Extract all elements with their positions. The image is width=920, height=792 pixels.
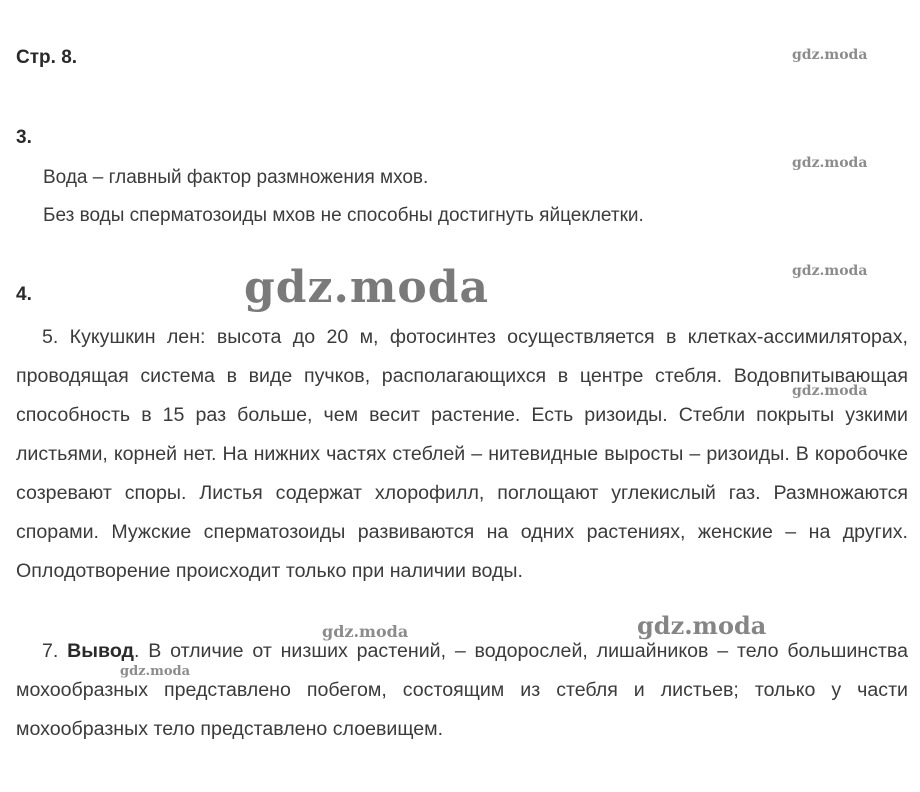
task-7-label: Вывод <box>67 640 134 662</box>
task-7-text: . В отличие от низших растений, – водорослей, лишайников – тело большинства мохообразных представлено побегом, состоящим из стебля и листьев; только у части мохообразных тело представлено слоевищем. <box>16 640 908 740</box>
task-3-number: 3. <box>16 127 32 148</box>
watermark-large: gdz.moda <box>244 262 490 313</box>
watermark: gdz.moda <box>792 383 868 399</box>
page-heading: Стр. 8. <box>16 47 78 68</box>
watermark: gdz.moda <box>792 155 868 171</box>
task-3-line-2: Без воды сперматозоиды мхов не способны достигнуть яйцеклетки. <box>43 205 644 226</box>
task-7-number: 7. <box>42 640 59 662</box>
watermark-medium: gdz.moda <box>637 611 767 640</box>
task-7-paragraph <box>16 632 908 749</box>
task-3-line-1: Вода – главный фактор размножения мхов. <box>43 167 429 188</box>
watermark: gdz.moda <box>792 47 868 63</box>
watermark: gdz.moda <box>120 664 191 679</box>
watermark: gdz.moda <box>322 622 409 641</box>
task-5-text: 5. Кукушкин лен: высота до 20 м, фотосинтез осуществляется в клетках-ассимиляторах, проводящая система в виде пучков, располагающихся в центре стебля. Водовпитывающая способность в 15 раз больше, чем весит растение. Есть ризоиды. Стебли покрыты узкими листьями, корней нет. На нижних частях стеблей – нитевидные выросты – ризоиды. В коробочке созревают споры. Листья содержат хлорофилл, поглощают углекислый газ. Размножаются спорами. Мужские сперматозоиды развиваются на одних растениях, женские – на других. Оплодотворение происходит только при наличии воды. <box>16 326 908 582</box>
watermark: gdz.moda <box>792 263 868 279</box>
task-4-number: 4. <box>16 284 32 305</box>
task-5-paragraph <box>16 318 908 591</box>
